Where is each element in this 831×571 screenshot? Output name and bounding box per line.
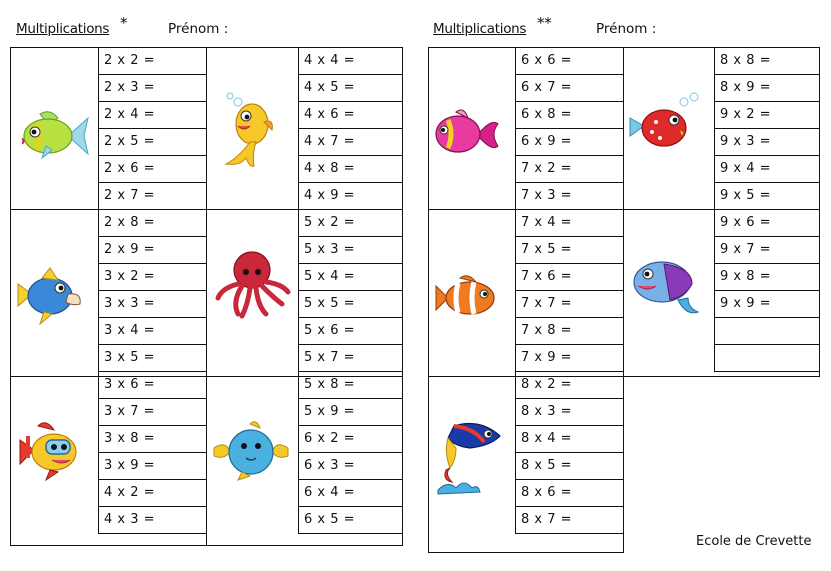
- right-block-separator: [428, 376, 624, 377]
- school-name: Ecole de Crevette: [696, 534, 812, 549]
- left-multiplication-cell: 5 x 3 =: [304, 242, 356, 257]
- left-multiplication-cell: 6 x 3 =: [304, 458, 356, 473]
- right-multiplication-cell: 7 x 6 =: [521, 269, 573, 284]
- left-multiplication-cell: 2 x 5 =: [104, 134, 156, 149]
- left-title-block: [16, 14, 128, 37]
- right-row-separator: [515, 533, 624, 534]
- left-difficulty-stars: *: [120, 14, 128, 32]
- right-multiplication-cell: 6 x 9 =: [521, 134, 573, 149]
- right-multiplication-cell: 7 x 2 =: [521, 161, 573, 176]
- left-multiplication-cell: 3 x 2 =: [104, 269, 156, 284]
- left-multiplication-cell: 4 x 9 =: [304, 188, 356, 203]
- right-title: Multiplications: [433, 21, 527, 37]
- right-multiplication-cell: 8 x 5 =: [521, 458, 573, 473]
- right-multiplication-cell: 8 x 3 =: [521, 404, 573, 419]
- red-fish-image: [628, 92, 704, 158]
- left-multiplication-cell: 3 x 7 =: [104, 404, 156, 419]
- left-multiplication-cell: 6 x 4 =: [304, 485, 356, 500]
- left-multiplication-cell: 4 x 2 =: [104, 485, 156, 500]
- left-column-divider: [298, 47, 299, 533]
- left-block-separator: [10, 376, 403, 377]
- right-multiplication-cell: 7 x 9 =: [521, 350, 573, 365]
- right-multiplication-cell: 9 x 6 =: [720, 215, 772, 230]
- right-block-separator: [428, 209, 820, 210]
- right-multiplication-cell: 8 x 6 =: [521, 485, 573, 500]
- left-multiplication-cell: 3 x 8 =: [104, 431, 156, 446]
- right-multiplication-cell: 9 x 5 =: [720, 188, 772, 203]
- right-column-divider: [515, 47, 516, 533]
- left-multiplication-cell: 4 x 5 =: [304, 80, 356, 95]
- yellow-fish-image: [216, 92, 278, 174]
- right-multiplication-cell: 9 x 9 =: [720, 296, 772, 311]
- left-title: Multiplications: [16, 21, 110, 37]
- left-multiplication-cell: 3 x 3 =: [104, 296, 156, 311]
- jumping-fish-image: [434, 416, 508, 502]
- left-multiplication-cell: 4 x 8 =: [304, 161, 356, 176]
- purple-fish-image: [630, 252, 702, 324]
- round-blue-fish-image: [212, 420, 290, 486]
- left-multiplication-cell: 6 x 2 =: [304, 431, 356, 446]
- right-multiplication-cell: 8 x 9 =: [720, 80, 772, 95]
- left-multiplication-cell: 5 x 8 =: [304, 377, 356, 392]
- right-multiplication-cell: 9 x 7 =: [720, 242, 772, 257]
- left-multiplication-cell: 5 x 4 =: [304, 269, 356, 284]
- right-row-separator: [714, 317, 820, 318]
- right-multiplication-cell: 7 x 8 =: [521, 323, 573, 338]
- snorkel-fish-image: [16, 420, 88, 486]
- left-multiplication-cell: 2 x 7 =: [104, 188, 156, 203]
- right-multiplication-cell: 8 x 2 =: [521, 377, 573, 392]
- right-multiplication-cell: 6 x 7 =: [521, 80, 573, 95]
- right-multiplication-cell: 6 x 6 =: [521, 53, 573, 68]
- red-octopus-image: [212, 248, 292, 324]
- left-multiplication-cell: 5 x 2 =: [304, 215, 356, 230]
- right-multiplication-cell: 7 x 3 =: [521, 188, 573, 203]
- left-multiplication-cell: 4 x 7 =: [304, 134, 356, 149]
- left-multiplication-cell: 4 x 3 =: [104, 512, 156, 527]
- left-multiplication-cell: 3 x 9 =: [104, 458, 156, 473]
- right-multiplication-cell: 7 x 4 =: [521, 215, 573, 230]
- left-multiplication-cell: 5 x 7 =: [304, 350, 356, 365]
- left-row-separator: [98, 533, 207, 534]
- blue-fish-image: [16, 266, 86, 330]
- left-multiplication-cell: 3 x 4 =: [104, 323, 156, 338]
- right-multiplication-cell: 7 x 5 =: [521, 242, 573, 257]
- pink-fish-image: [434, 106, 500, 166]
- right-multiplication-cell: 9 x 4 =: [720, 161, 772, 176]
- right-multiplication-cell: 8 x 7 =: [521, 512, 573, 527]
- left-multiplication-cell: 5 x 6 =: [304, 323, 356, 338]
- left-prenom-label: Prénom :: [168, 21, 229, 37]
- left-multiplication-cell: 2 x 2 =: [104, 53, 156, 68]
- right-prenom-label: Prénom :: [596, 21, 657, 37]
- left-multiplication-cell: 2 x 4 =: [104, 107, 156, 122]
- left-multiplication-cell: 3 x 5 =: [104, 350, 156, 365]
- clown-fish-image: [434, 272, 504, 328]
- left-multiplication-cell: 4 x 4 =: [304, 53, 356, 68]
- left-column-divider: [98, 47, 99, 533]
- left-multiplication-cell: 2 x 6 =: [104, 161, 156, 176]
- left-multiplication-cell: 6 x 5 =: [304, 512, 356, 527]
- green-fish-image: [18, 108, 90, 168]
- left-multiplication-cell: 2 x 8 =: [104, 215, 156, 230]
- left-multiplication-cell: 5 x 5 =: [304, 296, 356, 311]
- right-row-separator: [714, 344, 820, 345]
- right-multiplication-cell: 9 x 8 =: [720, 269, 772, 284]
- right-row-separator: [714, 371, 820, 372]
- left-multiplication-cell: 2 x 9 =: [104, 242, 156, 257]
- right-difficulty-stars: **: [537, 14, 552, 32]
- right-multiplication-cell: 8 x 8 =: [720, 53, 772, 68]
- right-multiplication-cell: 6 x 8 =: [521, 107, 573, 122]
- right-multiplication-cell: 9 x 2 =: [720, 107, 772, 122]
- right-multiplication-cell: 7 x 7 =: [521, 296, 573, 311]
- left-multiplication-cell: 3 x 6 =: [104, 377, 156, 392]
- left-multiplication-cell: 5 x 9 =: [304, 404, 356, 419]
- left-row-separator: [298, 533, 403, 534]
- right-multiplication-cell: 9 x 3 =: [720, 134, 772, 149]
- left-block-separator: [10, 209, 403, 210]
- right-multiplication-cell: 8 x 4 =: [521, 431, 573, 446]
- right-title-block: [433, 14, 552, 37]
- left-multiplication-cell: 2 x 3 =: [104, 80, 156, 95]
- left-multiplication-cell: 4 x 6 =: [304, 107, 356, 122]
